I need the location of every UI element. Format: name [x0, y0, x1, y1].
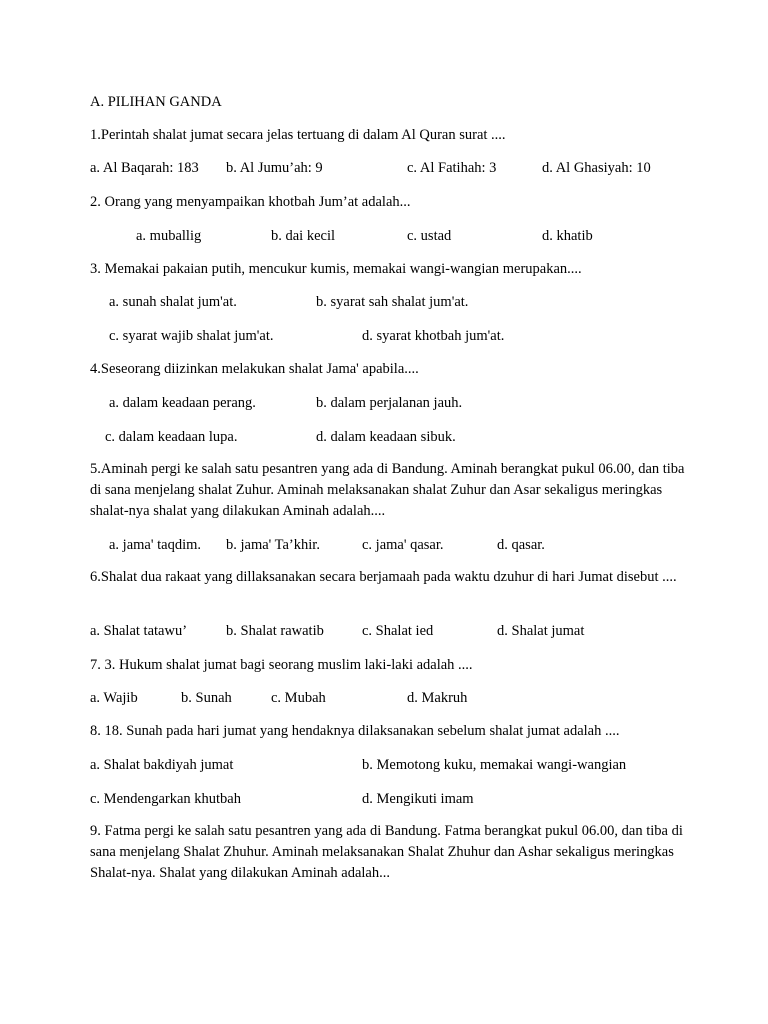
- question-3-option-b: b. syarat sah shalat jum'at.: [316, 294, 469, 310]
- question-2-text: 2. Orang yang menyampaikan khotbah Jum’at adalah...: [90, 194, 411, 210]
- question-3-text: 3. Memakai pakaian putih, mencukur kumis, memakai wangi-wangian merupakan....: [90, 261, 582, 277]
- question-2-option-d: d. khatib: [542, 228, 593, 244]
- question-7-option-c: c. Mubah: [271, 690, 326, 706]
- question-8-option-d: d. Mengikuti imam: [362, 791, 474, 807]
- question-3-option-d: d. syarat khotbah jum'at.: [362, 328, 505, 344]
- question-3-option-a: a. sunah shalat jum'at.: [109, 294, 237, 310]
- question-4-text: 4.Seseorang diizinkan melakukan shalat Jama' apabila....: [90, 361, 419, 377]
- question-3-option-c: c. syarat wajib shalat jum'at.: [109, 328, 274, 344]
- question-8-option-a: a. Shalat bakdiyah jumat: [90, 757, 234, 773]
- question-2-option-a: a. muballig: [136, 228, 202, 244]
- question-1-option-c: c. Al Fatihah: 3: [407, 160, 497, 176]
- question-4-option-b: b. dalam perjalanan jauh.: [316, 395, 463, 411]
- section-title: A. PILIHAN GANDA: [90, 94, 222, 110]
- question-8-text: 8. 18. Sunah pada hari jumat yang hendaknya dilaksanakan sebelum shalat jumat adalah ....: [90, 723, 620, 739]
- question-1-option-a: a. Al Baqarah: 183: [90, 160, 199, 176]
- question-7-text: 7. 3. Hukum shalat jumat bagi seorang muslim laki-laki adalah ....: [90, 657, 473, 673]
- question-6-option-d: d. Shalat jumat: [497, 623, 585, 639]
- question-5-text: 5.Aminah pergi ke salah satu pesantren yang ada di Bandung. Aminah berangkat pukul 06.00, dan tiba di sana menjelang shalat Zuhur. Aminah melaksanakan shalat Zuhur dan Asar sekaligus meringkas shalat-nya shalat yang dilakukan Aminah adalah....: [90, 461, 685, 519]
- question-1-option-b: b. Al Jumu’ah: 9: [226, 160, 323, 176]
- question-5-option-a: a. jama' taqdim.: [109, 537, 201, 553]
- question-6-option-c: c. Shalat ied: [362, 623, 434, 639]
- question-1-option-d: d. Al Ghasiyah: 10: [542, 160, 651, 176]
- question-7-option-b: b. Sunah: [181, 690, 232, 706]
- question-7-option-d: d. Makruh: [407, 690, 468, 706]
- question-5-option-d: d. qasar.: [497, 537, 545, 553]
- question-9-text: 9. Fatma pergi ke salah satu pesantren yang ada di Bandung. Fatma berangkat pukul 06.00, dan tiba di sana menjelang Shalat Zhuhur. Aminah melaksanakan Shalat Zhuhur dan Ashar sekaligus meringkas Shalat-nya. Shalat yang dilakukan Aminah adalah...: [90, 823, 683, 881]
- question-6-option-b: b. Shalat rawatib: [226, 623, 324, 639]
- question-8-option-c: c. Mendengarkan khutbah: [90, 791, 241, 807]
- question-5-option-b: b. jama' Ta’khir.: [226, 537, 320, 553]
- question-7-option-a: a. Wajib: [90, 690, 138, 706]
- question-2-option-c: c. ustad: [407, 228, 452, 244]
- question-8-option-b: b. Memotong kuku, memakai wangi-wangian: [362, 757, 627, 773]
- question-6-text: 6.Shalat dua rakaat yang dillaksanakan secara berjamaah pada waktu dzuhur di hari Jumat disebut ....: [90, 569, 677, 585]
- question-5-option-c: c. jama' qasar.: [362, 537, 444, 553]
- question-4-option-a: a. dalam keadaan perang.: [109, 395, 256, 411]
- question-6-option-a: a. Shalat tatawu’: [90, 623, 188, 639]
- question-2-option-b: b. dai kecil: [271, 228, 336, 244]
- question-4-option-d: d. dalam keadaan sibuk.: [316, 429, 456, 445]
- question-1-text: 1.Perintah shalat jumat secara jelas tertuang di dalam Al Quran surat ....: [90, 127, 506, 143]
- question-4-option-c: c. dalam keadaan lupa.: [105, 429, 238, 445]
